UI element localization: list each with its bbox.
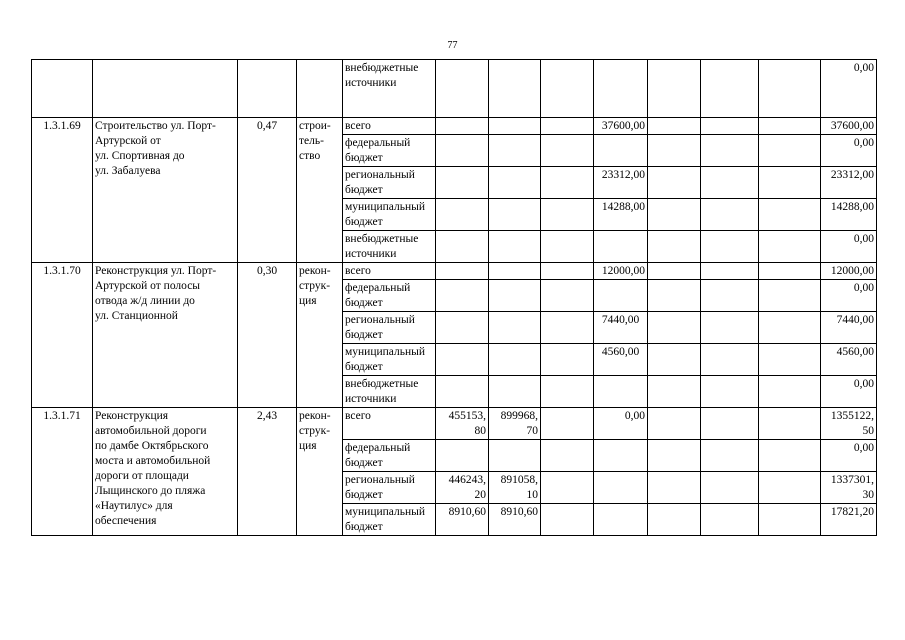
table-cell <box>594 408 648 440</box>
table-cell <box>648 376 701 408</box>
table-cell <box>701 504 759 536</box>
cell-text: всего <box>345 120 371 132</box>
cell-text: 7440,00 <box>836 314 874 326</box>
table-cell <box>701 344 759 376</box>
table-cell <box>436 118 489 135</box>
table-cell <box>489 504 541 536</box>
table-cell <box>297 60 343 118</box>
table-cell <box>436 472 489 504</box>
table-cell <box>343 60 436 118</box>
table-cell <box>489 312 541 344</box>
table-cell <box>489 280 541 312</box>
table-cell <box>93 263 238 408</box>
budget-table <box>31 59 877 536</box>
cell-text: внебюджетные источники <box>345 62 419 89</box>
table-cell <box>343 280 436 312</box>
cell-text: Строительство ул. Порт- Артурской от ул. Спортивная до ул. Забалуева <box>95 120 216 177</box>
table-cell <box>489 167 541 199</box>
table-cell <box>759 312 821 344</box>
cell-text: 1337301, 30 <box>830 474 874 501</box>
table-cell <box>821 280 877 312</box>
cell-text: 2,43 <box>256 410 278 422</box>
table-cell <box>436 504 489 536</box>
table-cell <box>436 376 489 408</box>
cell-text: 23312,00 <box>601 169 645 181</box>
table-cell <box>821 504 877 536</box>
cell-text: строи- тель- ство <box>299 120 331 162</box>
cell-text: 1.3.1.70 <box>43 265 81 277</box>
table-cell <box>541 280 594 312</box>
table-cell <box>648 344 701 376</box>
table-cell <box>701 135 759 167</box>
cell-text: 899968, 70 <box>500 410 538 437</box>
table-cell <box>648 199 701 231</box>
table-cell <box>594 135 648 167</box>
cell-text: 8910,60 <box>500 506 538 518</box>
table-cell <box>759 60 821 118</box>
cell-text: 4560,00 <box>601 346 640 358</box>
table-cell <box>701 199 759 231</box>
table-cell <box>541 135 594 167</box>
cell-text: всего <box>345 410 371 422</box>
cell-text: 37600,00 <box>601 120 645 132</box>
table-cell <box>759 280 821 312</box>
table-cell <box>594 280 648 312</box>
cell-text: 12000,00 <box>830 265 874 277</box>
table-cell <box>297 408 343 536</box>
table-cell <box>489 60 541 118</box>
cell-text: региональный бюджет <box>345 314 415 341</box>
table-cell <box>541 312 594 344</box>
table-cell <box>489 118 541 135</box>
table-cell <box>821 312 877 344</box>
table-cell <box>343 472 436 504</box>
table-cell <box>238 263 297 408</box>
table-cell <box>648 231 701 263</box>
cell-text: 0,47 <box>256 120 278 132</box>
table-cell <box>821 199 877 231</box>
cell-text: 8910,60 <box>448 506 486 518</box>
table-cell <box>541 167 594 199</box>
table-cell <box>343 167 436 199</box>
table-cell <box>489 376 541 408</box>
table-cell <box>821 376 877 408</box>
table-cell <box>32 60 93 118</box>
table-cell <box>701 440 759 472</box>
cell-text: региональный бюджет <box>345 169 415 196</box>
table-cell <box>238 408 297 536</box>
table-cell <box>541 118 594 135</box>
table-cell <box>759 199 821 231</box>
table-cell <box>648 504 701 536</box>
table-cell <box>821 60 877 118</box>
table-cell <box>759 135 821 167</box>
table-cell <box>821 408 877 440</box>
table-cell <box>759 344 821 376</box>
table-cell <box>93 118 238 263</box>
table-cell <box>489 344 541 376</box>
cell-text: всего <box>345 265 371 277</box>
table-cell <box>489 440 541 472</box>
table-cell <box>489 408 541 440</box>
table-cell <box>594 199 648 231</box>
table-cell <box>541 472 594 504</box>
cell-text: рекон- струк- ция <box>299 265 331 307</box>
cell-text: 446243, 20 <box>448 474 486 501</box>
table-cell <box>297 263 343 408</box>
cell-text: 891058, 10 <box>500 474 538 501</box>
cell-text: муниципальный бюджет <box>345 346 426 373</box>
table-cell <box>701 118 759 135</box>
table-cell <box>541 199 594 231</box>
table-cell <box>436 167 489 199</box>
table-cell <box>594 263 648 280</box>
cell-text: внебюджетные источники <box>345 378 419 405</box>
cell-text: 23312,00 <box>830 169 874 181</box>
cell-text: муниципальный бюджет <box>345 201 426 228</box>
table-cell <box>489 199 541 231</box>
table-cell <box>594 344 648 376</box>
table-cell <box>32 118 93 263</box>
table-cell <box>701 167 759 199</box>
cell-text: 37600,00 <box>830 120 874 132</box>
table-cell <box>821 167 877 199</box>
cell-text: федеральный бюджет <box>345 442 411 469</box>
table-cell <box>238 60 297 118</box>
table-cell <box>541 440 594 472</box>
table-cell <box>436 440 489 472</box>
table-cell <box>648 167 701 199</box>
table-cell <box>32 263 93 408</box>
cell-text: 17821,20 <box>830 506 874 518</box>
table-cell <box>436 312 489 344</box>
cell-text: федеральный бюджет <box>345 137 411 164</box>
cell-text: рекон- струк- ция <box>299 410 331 452</box>
table-cell <box>93 60 238 118</box>
table-cell <box>759 408 821 440</box>
table-cell <box>701 263 759 280</box>
table-cell <box>594 231 648 263</box>
table-cell <box>93 408 238 536</box>
table-cell <box>759 263 821 280</box>
table-cell <box>648 440 701 472</box>
table-cell <box>343 504 436 536</box>
cell-text: 0,00 <box>853 233 874 245</box>
table-cell <box>343 231 436 263</box>
cell-text: 0,30 <box>256 265 278 277</box>
table-cell <box>343 312 436 344</box>
table-cell <box>759 376 821 408</box>
table-row <box>32 60 877 118</box>
table-cell <box>489 135 541 167</box>
cell-text: 0,00 <box>853 378 874 390</box>
table-cell <box>489 472 541 504</box>
cell-text: 4560,00 <box>836 346 874 358</box>
cell-text: 455153, 80 <box>448 410 486 437</box>
table-cell <box>541 408 594 440</box>
table-cell <box>594 118 648 135</box>
cell-text: 0,00 <box>624 410 645 422</box>
table-cell <box>821 263 877 280</box>
table-cell <box>343 199 436 231</box>
table-cell <box>648 135 701 167</box>
table-cell <box>594 60 648 118</box>
cell-text: Реконструкция ул. Порт- Артурской от полосы отвода ж/д линии до ул. Станционной <box>95 265 217 322</box>
table-cell <box>238 118 297 263</box>
table-cell <box>821 440 877 472</box>
cell-text: 0,00 <box>853 282 874 294</box>
table-cell <box>594 376 648 408</box>
cell-text: Реконструкция автомобильной дороги по дамбе Октябрьского моста и автомобильной дороги от площади Лыщинского до пляжа «Наутилус» для обеспечения <box>95 410 211 527</box>
table-cell <box>541 231 594 263</box>
cell-text: муниципальный бюджет <box>345 506 426 533</box>
cell-text: 1355122, 50 <box>830 410 874 437</box>
table-cell <box>297 118 343 263</box>
table-cell <box>648 408 701 440</box>
table-cell <box>701 280 759 312</box>
table-row <box>32 118 877 135</box>
table-cell <box>343 376 436 408</box>
table-cell <box>436 263 489 280</box>
table-cell <box>759 472 821 504</box>
table-cell <box>343 344 436 376</box>
cell-text: 0,00 <box>853 442 874 454</box>
table-cell <box>648 60 701 118</box>
cell-text: региональный бюджет <box>345 474 415 501</box>
table-cell <box>821 135 877 167</box>
cell-text: внебюджетные источники <box>345 233 419 260</box>
cell-text: 0,00 <box>853 62 874 74</box>
table-cell <box>343 408 436 440</box>
table-cell <box>32 408 93 536</box>
table-cell <box>701 408 759 440</box>
table-cell <box>648 312 701 344</box>
table-cell <box>489 263 541 280</box>
table-cell <box>436 60 489 118</box>
table-cell <box>594 167 648 199</box>
table-cell <box>489 231 541 263</box>
table-cell <box>759 167 821 199</box>
table-cell <box>343 135 436 167</box>
table-cell <box>541 263 594 280</box>
table-cell <box>821 118 877 135</box>
table-cell <box>594 440 648 472</box>
table-cell <box>648 472 701 504</box>
table-cell <box>594 312 648 344</box>
table-row <box>32 263 877 280</box>
table-cell <box>701 376 759 408</box>
cell-text: 1.3.1.71 <box>43 410 81 422</box>
cell-text: 12000,00 <box>601 265 645 277</box>
cell-text: 14288,00 <box>830 201 874 213</box>
table-cell <box>759 440 821 472</box>
table-cell <box>541 60 594 118</box>
table-cell <box>436 199 489 231</box>
table-cell <box>701 231 759 263</box>
table-cell <box>343 118 436 135</box>
table-cell <box>436 344 489 376</box>
table-cell <box>594 472 648 504</box>
table-row <box>32 408 877 440</box>
cell-text: федеральный бюджет <box>345 282 411 309</box>
table-cell <box>541 344 594 376</box>
table-cell <box>436 280 489 312</box>
table-cell <box>436 135 489 167</box>
table-cell <box>343 440 436 472</box>
table-cell <box>759 118 821 135</box>
table-cell <box>436 231 489 263</box>
table-cell <box>648 263 701 280</box>
table-cell <box>759 231 821 263</box>
table-cell <box>436 408 489 440</box>
table-cell <box>759 504 821 536</box>
cell-text: 1.3.1.69 <box>43 120 81 132</box>
table-cell <box>541 504 594 536</box>
table-cell <box>594 504 648 536</box>
table-cell <box>701 312 759 344</box>
cell-text: 0,00 <box>853 137 874 149</box>
table-cell <box>701 472 759 504</box>
cell-text: 7440,00 <box>601 314 640 326</box>
table-cell <box>343 263 436 280</box>
table-cell <box>648 118 701 135</box>
table-cell <box>701 60 759 118</box>
page-number: 77 <box>447 40 458 51</box>
table-cell <box>821 344 877 376</box>
table-cell <box>821 472 877 504</box>
table-cell <box>821 231 877 263</box>
table-cell <box>648 280 701 312</box>
table-cell <box>541 376 594 408</box>
cell-text: 14288,00 <box>601 201 645 213</box>
